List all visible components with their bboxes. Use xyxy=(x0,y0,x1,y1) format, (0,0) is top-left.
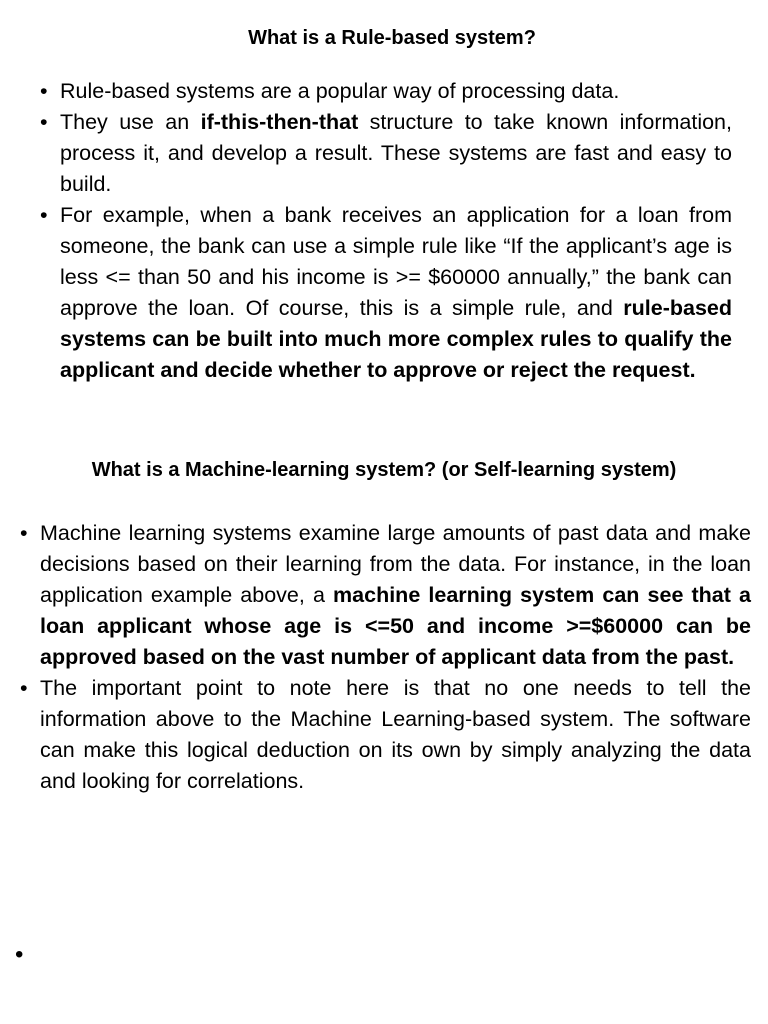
machine-learning-heading: What is a Machine-learning system? (or Self-learning system) xyxy=(91,459,677,481)
bullet-text: structure to take known information, process it, and develop a result. These systems are fast and easy to build. xyxy=(60,110,732,196)
empty-bullet: • xyxy=(15,941,24,968)
bullet-bold-text: rule-based systems can be built into much more complex rules to qualify the applicant and decide whether to approve or reject the request. xyxy=(60,296,732,382)
machine-learning-bullet-2 xyxy=(18,673,751,797)
bullet-text: For example, when a bank receives an application for a loan from someone, the bank can use a simple rule like “If the applicant’s age is less <= than 50 and his income is >= $60000 annually,” the bank can approve the loan. Of course, this is a simple rule, and xyxy=(60,203,732,320)
rule-based-heading: What is a Rule-based system? xyxy=(248,27,536,49)
bullet-text: The important point to note here is that no one needs to tell the information above to the Machine Learning-based system. The software can make this logical deduction on its own by simply analyzing the data and looking for correlations. xyxy=(40,676,751,793)
rule-based-list xyxy=(38,76,732,386)
rule-based-bullet-2 xyxy=(38,107,732,200)
bullet-text: Rule-based systems are a popular way of processing data. xyxy=(60,79,620,103)
bullet-text: Machine learning systems examine large amounts of past data and make decisions based on their learning from the data. For instance, in the loan application example above, a xyxy=(40,521,751,607)
machine-learning-bullet-1 xyxy=(18,518,751,673)
rule-based-bullet-3 xyxy=(38,200,732,386)
machine-learning-list xyxy=(18,518,751,797)
bullet-bold-text: if-this-then-that xyxy=(200,110,359,134)
bullet-bold-text: machine learning system can see that a loan applicant whose age is <=50 and income >=$60000 can be approved based on the vast number of applicant data from the past. xyxy=(40,583,751,669)
bullet-text: They use an xyxy=(60,110,201,134)
rule-based-bullet-1 xyxy=(38,76,732,107)
